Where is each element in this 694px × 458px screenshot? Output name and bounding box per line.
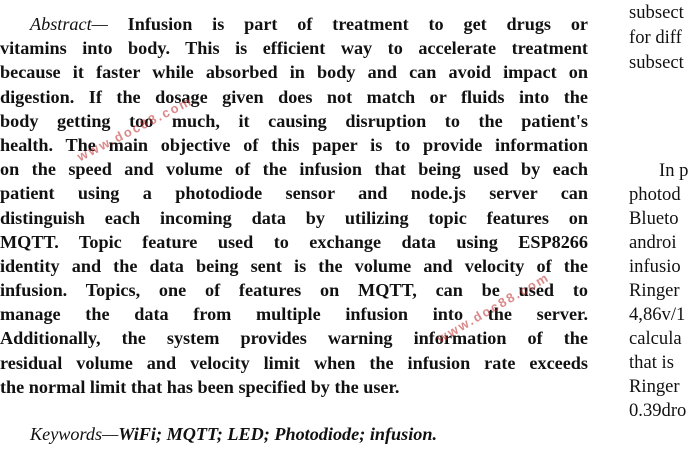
right-column-line: Blueto (629, 208, 679, 229)
abstract-line: infusion. Topics, one of features on MQTT, can be used to (0, 280, 588, 301)
right-column-line: 0.39dro (629, 400, 687, 421)
watermark: www.doc88.com (74, 92, 195, 165)
abstract-line: digestion. If the dosage given does not match or fluids into the (0, 86, 588, 107)
abstract-line: the normal limit that has been specified by the user. (0, 376, 400, 397)
abstract-line: Additionally, the system provides warning information of the (0, 328, 588, 349)
right-column-line: Ringer (629, 376, 680, 397)
abstract-line: manage the data from multiple infusion into the server. (0, 304, 588, 325)
abstract-line: vitamins into body. This is efficient way to accelerate treatment (0, 38, 588, 59)
abstract-first-line (0, 12, 588, 36)
right-column-line: subsect (629, 2, 684, 23)
abstract-label: Abstract— (30, 14, 108, 34)
abstract-line: residual volume and velocity limit when the infusion rate exceeds (0, 352, 588, 373)
abstract-line: patient using a photodiode sensor and node.js server can (0, 183, 588, 204)
abstract-line: because it faster while absorbed in body and can avoid impact on (0, 62, 588, 83)
keywords-text: WiFi; MQTT; LED; Photodiode; infusion. (118, 424, 438, 444)
right-column-line: androi (629, 232, 677, 253)
keywords (30, 424, 437, 445)
abstract-line: body getting too much, it causing disruption to the patient's (0, 110, 588, 131)
abstract-line: health. The main objective of this paper is to provide information (0, 134, 588, 155)
right-column-line: calcula (629, 328, 682, 349)
abstract-line: MQTT. Topic feature used to exchange data using ESP8266 (0, 231, 588, 252)
right-column-line: for diff (629, 27, 682, 48)
right-column-fragment (629, 0, 694, 458)
right-column-line: Ringer (629, 280, 680, 301)
abstract-first-line-text: Infusion is part of treatment to get drugs or (107, 14, 588, 34)
right-column-line: 4,86v/1 (629, 304, 686, 325)
right-column-line: that is (629, 352, 674, 373)
abstract-line: on the speed and volume of the infusion that being used by each (0, 159, 588, 180)
right-column-line: infusio (629, 256, 681, 277)
abstract-column (0, 12, 588, 399)
keywords-label: Keywords— (30, 424, 119, 444)
right-column-line: photod (629, 184, 681, 205)
abstract-line: distinguish each incoming data by utilizing topic features on (0, 207, 588, 228)
abstract-line: identity and the data being sent is the volume and velocity of the (0, 255, 588, 276)
right-column-line: subsect (629, 52, 684, 73)
right-column-line: In p (659, 160, 689, 181)
watermark: www.doc88.com (434, 269, 553, 346)
